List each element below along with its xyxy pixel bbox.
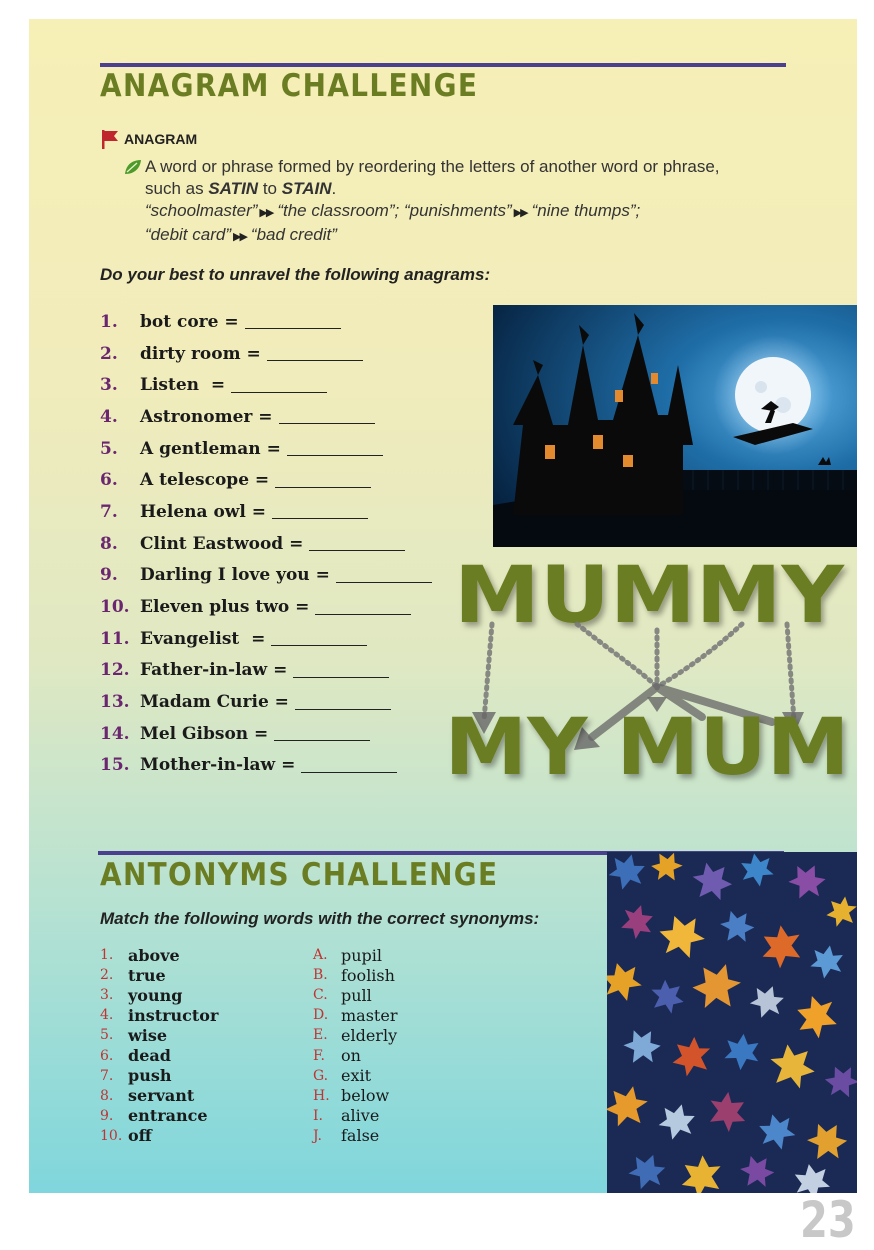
- definition-label: [100, 129, 197, 149]
- match-item: [313, 1086, 397, 1106]
- anagram-item: [100, 496, 432, 528]
- item-text: A telescope =: [140, 470, 270, 491]
- example-from: “punishments”: [403, 201, 512, 220]
- item-number: 10.: [100, 597, 130, 618]
- item-word: alive: [341, 1106, 380, 1126]
- anagram-item: [100, 750, 432, 782]
- item-number: 5.: [100, 1027, 114, 1044]
- item-text: Clint Eastwood =: [140, 533, 304, 554]
- antonym-item: [100, 965, 218, 985]
- item-number: 8.: [100, 1087, 114, 1104]
- item-word: below: [341, 1086, 390, 1106]
- item-word: pupil: [341, 945, 383, 965]
- item-word: dead: [128, 1046, 171, 1066]
- item-number: 12.: [100, 660, 130, 681]
- anagram-item: [100, 655, 432, 687]
- answer-blank[interactable]: [287, 441, 383, 456]
- definition-text: A word or phrase formed by reordering the letters of another word or phrase,: [145, 157, 720, 176]
- answer-blank[interactable]: [272, 504, 368, 519]
- answer-blank[interactable]: [279, 409, 375, 424]
- item-word: foolish: [341, 965, 395, 985]
- item-word: wise: [128, 1025, 168, 1045]
- antonym-item: [100, 1045, 218, 1065]
- item-number: 4.: [100, 406, 118, 427]
- page-number: 23: [800, 1191, 856, 1249]
- item-number: 10.: [100, 1127, 123, 1144]
- item-number: 2.: [100, 967, 114, 984]
- anagram-item: [100, 718, 432, 750]
- definition-word-2: STAIN: [281, 179, 332, 198]
- illustration-word-top: MUMMY: [454, 552, 846, 641]
- anagram-item: [100, 686, 432, 718]
- antonym-item: [100, 1066, 218, 1086]
- item-word: above: [128, 945, 180, 965]
- item-number: 3.: [100, 375, 118, 396]
- item-number: 3.: [100, 987, 114, 1004]
- item-number: 9.: [100, 565, 118, 586]
- item-number: 15.: [100, 755, 130, 776]
- match-item: [313, 1025, 397, 1045]
- answer-blank[interactable]: [271, 631, 367, 646]
- haunted-house-image: [493, 305, 857, 547]
- item-word: push: [128, 1066, 172, 1086]
- anagram-item: [100, 369, 432, 401]
- item-text: Listen =: [140, 375, 226, 396]
- match-item: [313, 1066, 397, 1086]
- answer-blank[interactable]: [295, 695, 391, 710]
- item-word: true: [128, 965, 166, 985]
- item-text: Father-in-law =: [140, 660, 288, 681]
- item-number: 11.: [100, 628, 130, 649]
- example-to: “nine thumps”;: [531, 201, 641, 220]
- definition-word-1: SATIN: [208, 179, 259, 198]
- antonym-item: [100, 1005, 218, 1025]
- item-word: master: [341, 1005, 398, 1025]
- example-to: “the classroom”;: [277, 201, 400, 220]
- item-number: 1.: [100, 947, 114, 964]
- antonyms-word-list: [100, 945, 218, 1146]
- item-word: servant: [128, 1086, 195, 1106]
- match-item: [313, 965, 397, 985]
- item-word: exit: [341, 1066, 372, 1086]
- item-text: Evangelist =: [140, 628, 266, 649]
- anagram-item: [100, 560, 432, 592]
- item-letter: J.: [313, 1127, 322, 1144]
- anagram-item: [100, 623, 432, 655]
- anagram-item: [100, 401, 432, 433]
- definition-prefix: such as: [145, 179, 204, 198]
- anagram-instruction: Do your best to unravel the following anagrams:: [100, 265, 491, 284]
- item-word: young: [128, 985, 183, 1005]
- answer-blank[interactable]: [293, 663, 389, 678]
- match-item: [313, 1045, 397, 1065]
- item-letter: C.: [313, 987, 328, 1004]
- double-arrow-icon: ▶▶: [259, 207, 273, 219]
- item-letter: A.: [313, 947, 328, 964]
- anagram-item: [100, 528, 432, 560]
- item-text: A gentleman =: [140, 438, 281, 459]
- answer-blank[interactable]: [315, 600, 411, 615]
- answer-blank[interactable]: [274, 726, 370, 741]
- answer-blank[interactable]: [267, 346, 363, 361]
- mummy-anagram-illustration: [442, 552, 857, 787]
- antonyms-title: ANTONYMS CHALLENGE: [100, 857, 499, 893]
- definition-block: [124, 156, 794, 248]
- definition-label-text: ANAGRAM: [124, 131, 198, 147]
- anagram-item: [100, 306, 432, 338]
- answer-blank[interactable]: [275, 473, 371, 488]
- answer-blank[interactable]: [245, 314, 341, 329]
- item-text: Mother-in-law =: [140, 755, 296, 776]
- item-letter: D.: [313, 1007, 329, 1024]
- antonym-item: [100, 1025, 218, 1045]
- match-item: [313, 1005, 397, 1025]
- match-item: [313, 945, 397, 965]
- item-number: 5.: [100, 438, 118, 459]
- item-word: entrance: [128, 1106, 208, 1126]
- item-number: 4.: [100, 1007, 114, 1024]
- item-letter: I.: [313, 1107, 323, 1124]
- item-text: dirty room =: [140, 343, 261, 364]
- item-word: on: [341, 1046, 361, 1066]
- item-text: bot core =: [140, 311, 239, 332]
- answer-blank[interactable]: [309, 536, 405, 551]
- definition-line-1: [124, 156, 794, 178]
- example-from: “schoolmaster”: [145, 201, 258, 220]
- anagram-item: [100, 591, 432, 623]
- item-number: 7.: [100, 501, 118, 522]
- antonym-item: [100, 1106, 218, 1126]
- anagram-item: [100, 464, 432, 496]
- match-item: [313, 1126, 397, 1146]
- antonym-item: [100, 985, 218, 1005]
- item-letter: E.: [313, 1027, 328, 1044]
- answer-blank[interactable]: [301, 758, 397, 773]
- item-number: 8.: [100, 533, 118, 554]
- item-word: off: [128, 1126, 152, 1146]
- item-number: 1.: [100, 311, 118, 332]
- item-word: pull: [341, 985, 372, 1005]
- definition-join: to: [262, 179, 277, 198]
- item-number: 6.: [100, 1047, 114, 1064]
- leaf-icon: [124, 159, 142, 175]
- example-from: “debit card”: [145, 225, 231, 244]
- definition-line-4: [124, 224, 794, 248]
- illustration-word-bottom: MY MUM: [444, 703, 850, 787]
- anagram-title: ANAGRAM CHALLENGE: [100, 68, 479, 104]
- antonyms-match-list: [313, 945, 397, 1146]
- item-number: 9.: [100, 1107, 114, 1124]
- item-text: Mel Gibson =: [140, 723, 269, 744]
- item-letter: G.: [313, 1067, 329, 1084]
- item-text: Darling I love you =: [140, 565, 330, 586]
- item-word: false: [341, 1126, 380, 1146]
- anagram-item: [100, 338, 432, 370]
- antonym-item: [100, 945, 218, 965]
- item-text: Helena owl =: [140, 501, 267, 522]
- antonym-item: [100, 1126, 218, 1146]
- anagram-list: [100, 306, 432, 781]
- anagram-title-rule: [100, 63, 786, 67]
- item-word: instructor: [128, 1005, 219, 1025]
- definition-line-3: [124, 200, 794, 224]
- item-number: 2.: [100, 343, 118, 364]
- double-arrow-icon: ▶▶: [232, 231, 246, 243]
- anagram-item: [100, 433, 432, 465]
- item-letter: F.: [313, 1047, 325, 1064]
- double-arrow-icon: ▶▶: [513, 207, 527, 219]
- item-text: Madam Curie =: [140, 692, 289, 713]
- autumn-leaves-image: [607, 852, 857, 1193]
- item-text: Astronomer =: [140, 406, 273, 427]
- flag-icon: [100, 129, 120, 149]
- item-text: Eleven plus two =: [140, 597, 310, 618]
- item-number: 13.: [100, 692, 130, 713]
- item-letter: H.: [313, 1087, 330, 1104]
- answer-blank[interactable]: [231, 378, 327, 393]
- definition-end: .: [331, 179, 337, 198]
- match-item: [313, 985, 397, 1005]
- definition-line-2: [124, 178, 794, 200]
- item-number: 6.: [100, 470, 118, 491]
- item-word: elderly: [341, 1025, 398, 1045]
- answer-blank[interactable]: [336, 568, 432, 583]
- antonyms-instruction: Match the following words with the correct synonyms:: [100, 909, 540, 928]
- antonym-item: [100, 1086, 218, 1106]
- item-number: 7.: [100, 1067, 114, 1084]
- item-number: 14.: [100, 723, 130, 744]
- match-item: [313, 1106, 397, 1126]
- item-letter: B.: [313, 967, 328, 984]
- example-to: “bad credit”: [250, 225, 337, 244]
